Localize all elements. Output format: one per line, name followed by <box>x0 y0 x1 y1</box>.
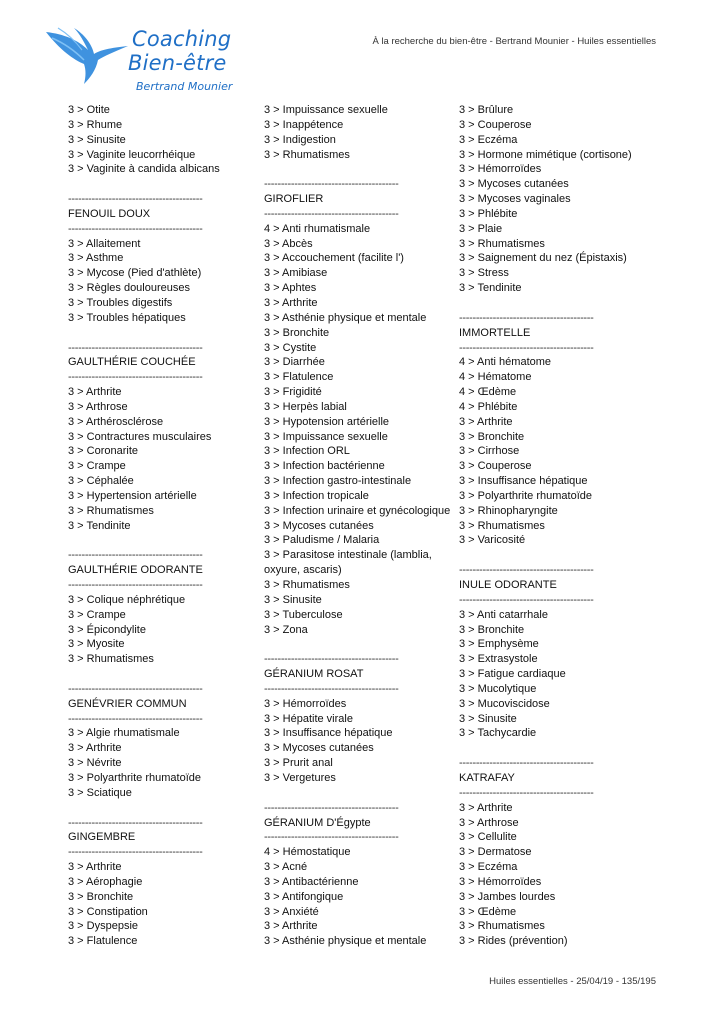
blank-line <box>459 741 659 756</box>
list-item: 3 > Tuberculose <box>264 608 343 621</box>
list-item: 3 > Rides (prévention) <box>459 935 568 948</box>
list-item: 3 > Mycoses cutanées <box>264 742 374 755</box>
list-item: 3 > Flatulence <box>264 371 334 384</box>
column-3 <box>459 103 659 949</box>
list-item: 3 > Tendinite <box>68 519 131 532</box>
list-item: GÉRANIUM D'Égypte <box>264 816 371 829</box>
list-item: 3 > Extrasystole <box>459 653 538 666</box>
list-item: 3 > Frigidité <box>264 386 322 399</box>
list-item: 3 > Stress <box>459 267 509 280</box>
list-item: 3 > Névrite <box>68 757 122 770</box>
list-item: 4 > Hématome <box>459 371 532 384</box>
list-item: 3 > Phlébite <box>459 207 518 220</box>
list-item: 3 > Rhinopharyngite <box>459 504 558 517</box>
separator-line: ---------------------------------------- <box>264 801 399 814</box>
list-item: 3 > Infection tropicale <box>264 489 369 502</box>
list-item: 3 > Parasitose intestinale (lamblia, <box>264 549 432 562</box>
list-item: 3 > Infection bactérienne <box>264 460 385 473</box>
list-item: 3 > Amibiase <box>264 267 328 280</box>
separator-line: ---------------------------------------- <box>68 579 203 591</box>
separator-line: ---------------------------------------- <box>459 757 594 770</box>
list-item: 3 > Zona <box>264 623 308 636</box>
list-item: 3 > Mycoses cutanées <box>459 178 569 191</box>
list-item: 3 > Dermatose <box>459 846 532 859</box>
list-item: 3 > Allaitement <box>68 237 141 250</box>
list-item: 3 > Épicondylite <box>68 623 146 636</box>
list-item: 3 > Mycoses vaginales <box>459 193 571 206</box>
list-item: 3 > Troubles digestifs <box>68 296 173 309</box>
list-item: 3 > Rhumatismes <box>68 653 154 666</box>
list-item: 3 > Accouchement (facilite l') <box>264 252 404 265</box>
list-item: 3 > Arthrite <box>68 742 122 755</box>
list-item: 3 > Jambes lourdes <box>459 890 556 903</box>
list-item: 3 > Arthérosclérose <box>68 415 164 428</box>
section-heading: INULE ODORANTE <box>459 579 557 591</box>
list-item: 3 > Bronchite <box>459 430 525 443</box>
separator-line: ---------------------------------------- <box>264 831 399 844</box>
list-item: 3 > Polyarthrite rhumatoïde <box>68 771 201 784</box>
list-item: 3 > Arthrite <box>264 920 318 933</box>
page-footer: Huiles essentielles - 25/04/19 - 135/195 <box>489 976 656 987</box>
section-heading: GÉRANIUM ROSAT <box>264 668 364 681</box>
list-item: 3 > Hypertension artérielle <box>68 489 197 502</box>
separator-line: ---------------------------------------- <box>68 222 203 235</box>
list-item: 3 > Saignement du nez (Épistaxis) <box>459 252 627 265</box>
list-item: 3 > Impuissance sexuelle <box>264 104 388 116</box>
list-item: 3 > Cystite <box>264 341 317 354</box>
list-item: 4 > Œdème <box>459 386 517 399</box>
list-item: 3 > Tachycardie <box>459 727 537 740</box>
list-item: 3 > Sciatique <box>68 786 132 799</box>
blank-line <box>459 548 659 563</box>
list-item: 3 > Rhumatismes <box>459 519 545 532</box>
list-item: 3 > Myosite <box>68 638 125 651</box>
separator-line: ---------------------------------------- <box>68 682 203 695</box>
list-item: 3 > Couperose <box>459 118 532 131</box>
list-item: 3 > Arthrite <box>68 861 122 874</box>
list-item: 3 > Rhumatismes <box>264 148 350 161</box>
list-item: 3 > Règles douloureuses <box>68 282 190 295</box>
blank-line <box>68 326 258 341</box>
list-item: 3 > Insuffisance hépatique <box>459 475 588 488</box>
list-item: 3 > Antibactérienne <box>264 875 359 888</box>
list-item: oxyure, ascaris) <box>264 564 342 577</box>
list-item: 3 > Crampe <box>68 608 126 621</box>
separator-line: ---------------------------------------- <box>68 549 203 562</box>
separator-line: ---------------------------------------- <box>68 371 203 384</box>
list-item: 3 > Rhumatismes <box>459 920 545 933</box>
list-item: 3 > Brûlure <box>459 104 514 116</box>
list-item: 3 > Bronchite <box>459 623 525 636</box>
list-item: 3 > Infection urinaire et gynécologique <box>264 504 451 517</box>
section-heading: GIROFLIER <box>264 193 324 206</box>
list-item: 3 > Tendinite <box>459 282 522 295</box>
list-item: 3 > Arthrite <box>264 296 318 309</box>
list-item: 3 > Hormone mimétique (cortisone) <box>459 148 632 161</box>
list-item: 3 > Infection ORL <box>264 445 350 458</box>
blank-line <box>68 533 258 548</box>
blank-line <box>459 296 659 311</box>
blank-line <box>68 177 258 192</box>
list-item: 3 > Sinusite <box>68 133 126 146</box>
list-item: 3 > Troubles hépatiques <box>68 311 186 324</box>
list-item: 3 > Vaginite leucorrhéique <box>68 148 196 161</box>
list-item: 3 > Arthrite <box>459 801 513 814</box>
list-item: 3 > Aphtes <box>264 282 317 295</box>
section-heading: IMMORTELLE <box>459 326 531 339</box>
list-item: 3 > Emphysème <box>459 638 539 651</box>
list-item: 3 > Bronchite <box>264 326 330 339</box>
list-item: 3 > Arthrose <box>459 816 519 829</box>
list-item: 4 > Anti rhumatismale <box>264 222 371 235</box>
list-item: 3 > Aérophagie <box>68 875 143 888</box>
list-item: 3 > Antifongique <box>264 890 344 903</box>
list-item: 3 > Eczéma <box>459 133 518 146</box>
list-item: 3 > Dyspepsie <box>68 920 139 933</box>
list-item: 3 > Inappétence <box>264 118 344 131</box>
page-header: À la recherche du bien-être - Bertrand Mounier - Huiles essentielles <box>372 36 656 47</box>
list-item: 3 > Asthénie physique et mentale <box>264 935 427 948</box>
list-item: 3 > Mucoviscidose <box>459 697 550 710</box>
list-item: 3 > Polyarthrite rhumatoïde <box>459 489 592 502</box>
list-item: 3 > Vergetures <box>264 771 336 784</box>
list-item: 3 > Vaginite à candida albicans <box>68 163 220 176</box>
separator-line: ---------------------------------------- <box>459 311 594 324</box>
list-item: 3 > Contractures musculaires <box>68 430 212 443</box>
list-item: 3 > Œdème <box>459 905 517 918</box>
list-item: 3 > Arthrose <box>68 400 128 413</box>
list-item: 3 > Anxiété <box>264 905 319 918</box>
list-item: 3 > Herpès labial <box>264 400 347 413</box>
separator-line: ---------------------------------------- <box>264 682 399 695</box>
list-item: 4 > Anti hématome <box>459 356 552 369</box>
section-heading: GINGEMBRE <box>68 831 136 844</box>
section-heading: GAULTHÉRIE COUCHÉE <box>68 356 196 369</box>
list-item: 4 > Hémostatique <box>264 846 351 859</box>
separator-line: ---------------------------------------- <box>459 593 594 606</box>
list-item: 3 > Fatigue cardiaque <box>459 668 566 681</box>
logo-title-line1: Coaching <box>132 27 232 51</box>
blank-line <box>264 637 454 652</box>
list-item: 3 > Anti catarrhale <box>459 608 548 621</box>
blank-line <box>68 667 258 682</box>
section-heading: GAULTHÉRIE ODORANTE <box>68 564 203 577</box>
separator-line: ---------------------------------------- <box>264 653 399 666</box>
list-item: 3 > Crampe <box>68 460 126 473</box>
list-item: 3 > Prurit anal <box>264 757 333 770</box>
list-item: 3 > Diarrhée <box>264 356 325 369</box>
list-item: 3 > Arthrite <box>459 415 513 428</box>
list-item: 3 > Insuffisance hépatique <box>264 727 393 740</box>
list-item: 3 > Infection gastro-intestinale <box>264 475 412 488</box>
list-item: 3 > Arthrite <box>68 386 122 399</box>
hummingbird-icon <box>44 24 134 94</box>
list-item: 3 > Rhume <box>68 118 123 131</box>
list-item: 3 > Varicosité <box>459 534 526 547</box>
list-item: 3 > Hémorroïdes <box>459 163 542 176</box>
section-heading: KATRAFAY <box>459 771 515 784</box>
list-item: 3 > Asthénie physique et mentale <box>264 311 427 324</box>
section-heading: FENOUIL DOUX <box>68 207 151 220</box>
separator-line: ---------------------------------------- <box>68 341 203 354</box>
separator-line: ---------------------------------------- <box>68 193 203 206</box>
list-item: 3 > Acné <box>264 861 308 874</box>
separator-line: ---------------------------------------- <box>459 564 594 577</box>
list-item: 3 > Bronchite <box>68 890 134 903</box>
list-item: 3 > Flatulence <box>68 935 138 948</box>
column-1 <box>68 103 258 949</box>
list-item: 3 > Colique néphrétique <box>68 593 186 606</box>
list-item: 3 > Rhumatismes <box>264 579 350 591</box>
list-item: 3 > Otite <box>68 104 110 116</box>
list-item: 3 > Constipation <box>68 905 148 918</box>
separator-line: ---------------------------------------- <box>459 786 594 799</box>
list-item: 3 > Rhumatismes <box>459 237 545 250</box>
logo-title-line2: Bien-être <box>128 51 227 75</box>
list-item: 3 > Hépatite virale <box>264 712 353 725</box>
list-item: 3 > Couperose <box>459 460 532 473</box>
logo <box>44 22 244 102</box>
list-item: 3 > Rhumatismes <box>68 504 154 517</box>
list-item: 3 > Hémorroïdes <box>264 697 347 710</box>
column-2 <box>264 103 454 949</box>
separator-line: ---------------------------------------- <box>68 846 203 859</box>
blank-line <box>68 801 258 816</box>
list-item: 3 > Mycoses cutanées <box>264 519 374 532</box>
list-item: 3 > Mucolytique <box>459 682 537 695</box>
list-item: 3 > Paludisme / Malaria <box>264 534 380 547</box>
separator-line: ---------------------------------------- <box>264 178 399 191</box>
list-item: 3 > Céphalée <box>68 475 134 488</box>
list-item: 3 > Impuissance sexuelle <box>264 430 388 443</box>
list-item: 3 > Indigestion <box>264 133 336 146</box>
list-item: 3 > Hémorroïdes <box>459 875 542 888</box>
list-item: 3 > Abcès <box>264 237 313 250</box>
section-heading: GENÉVRIER COMMUN <box>68 697 187 710</box>
list-item: 3 > Hypotension artérielle <box>264 415 390 428</box>
separator-line: ---------------------------------------- <box>68 712 203 725</box>
blank-line <box>264 786 454 801</box>
logo-subtitle: Bertrand Mounier <box>136 80 233 93</box>
list-item: 3 > Sinusite <box>264 593 322 606</box>
list-item: 3 > Cirrhose <box>459 445 520 458</box>
list-item: 3 > Sinusite <box>459 712 517 725</box>
list-item: 3 > Eczéma <box>459 861 518 874</box>
blank-line <box>264 162 454 177</box>
list-item: 3 > Asthme <box>68 252 124 265</box>
list-item: 3 > Mycose (Pied d'athlète) <box>68 267 202 280</box>
list-item: 3 > Coronarite <box>68 445 139 458</box>
list-item: 3 > Plaie <box>459 222 503 235</box>
separator-line: ---------------------------------------- <box>68 816 203 829</box>
separator-line: ---------------------------------------- <box>264 207 399 220</box>
list-item: 3 > Cellulite <box>459 831 517 844</box>
separator-line: ---------------------------------------- <box>459 341 594 354</box>
list-item: 3 > Algie rhumatismale <box>68 727 180 740</box>
list-item: 4 > Phlébite <box>459 400 518 413</box>
